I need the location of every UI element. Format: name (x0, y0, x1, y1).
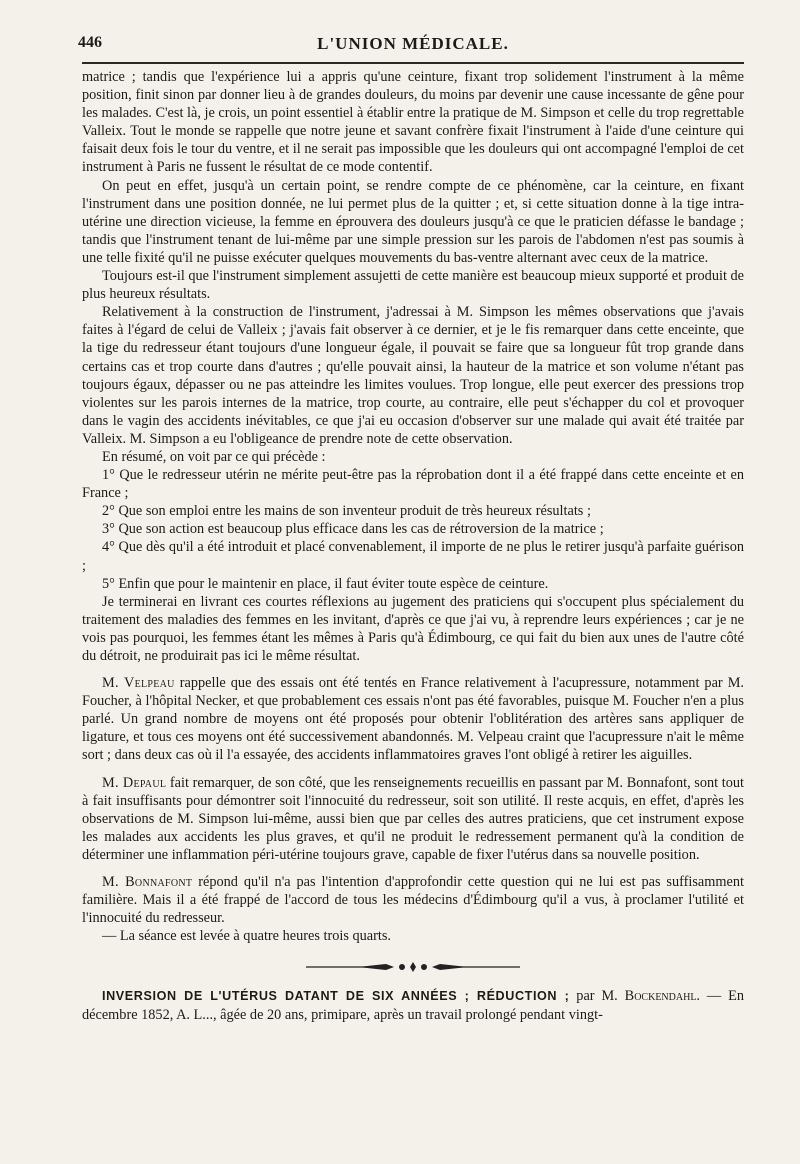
list-item: 2° Que son emploi entre les mains de son inventeur produit de très heureux résultats ; (102, 503, 591, 520)
running-title: L'UNION MÉDICALE. (317, 34, 509, 53)
list-item: 4° Que dès qu'il a été introduit et placé convenablement, il importe de ne plus le retirer jusqu'à parfaite guérison ; (82, 539, 744, 574)
ornament-divider-icon (298, 957, 528, 977)
next-article (82, 987, 744, 1023)
speaker-paragraph-bonnafont (82, 873, 744, 927)
next-article-paragraph (82, 987, 744, 1023)
body-text (82, 68, 744, 945)
page-number: 446 (78, 34, 102, 51)
speaker-paragraph-depaul (82, 774, 744, 864)
list-item: 3° Que son action est beaucoup plus efficace dans les cas de rétroversion de la matrice ; (102, 521, 604, 538)
paragraph: En résumé, on voit par ce qui précède : (102, 448, 326, 465)
page-header (78, 32, 744, 64)
speaker-text: rappelle que des essais ont été tentés en France relativement à l'acupressure, notamment par M. Foucher, à l'hôpital Necker, et que probablement ces essais n'ont pas été favorables, puisque M. Foucher n'en a plus parlé. Un grand nombre de moyens ont été proposés pour obtenir l'oblitération des artères sans appliquer de ligature, et tous ces moyens ont été successivement abandonnés. M. Velpeau craint que l'acupressure n'ait le même sort ; dans deux cas où il l'a essayée, des accidents inflammatoires graves l'ont obligé à retirer les aiguilles. (82, 675, 744, 764)
paragraph: On peut en effet, jusqu'à un certain point, se rendre compte de ce phénomène, car la ceinture, en fixant l'instrument dans une position donnée, ne lui permet plus de la quitter ; et, si cette situation donne à la tige intra-utérine une direction vicieuse, la femme en éprouvera des douleurs jusqu'à ce que le praticien défasse le bandage ; tandis que l'instrument tenant de lui-même par une simple pression sur les parois de l'abdomen n'est pas soumis à une telle fixité qu'il ne puisse exécuter quelques mouvements du bas-ventre alternant avec ceux de la matrice. (82, 177, 744, 266)
speaker-text: fait remarquer, de son côté, que les renseignements recueillis en passant par M. Bonnafont, sont tout à fait insuffisants pour démontrer soit l'innocuité du redresseur, soit son utilité. Il reste acquis, en effet, d'après les observations de M. Simpson lui-même, aussi bien que par celles des autres praticiens, que cet instrument expose les malades aux accidents les plus graves, et qu'il ne produit le redressement permanent qu'à la condition de déterminer une inflammation péri-utérine toujours grave, capable de fixer l'utérus dans sa nouvelle position. (82, 774, 744, 863)
article-byline: par M. (569, 988, 625, 1005)
paragraph: Toujours est-il que l'instrument simplement assujetti de cette manière est beaucoup mieux supporté et produit de plus heureux résultats. (82, 268, 744, 303)
article-text: — En décembre 1852, A. L..., âgée de 20 ans, primipare, après un travail prolongé pendant vingt- (82, 988, 745, 1023)
list-item: 5° Enfin que pour le maintenir en place, il faut éviter toute espèce de ceinture. (102, 575, 549, 592)
article-title: INVERSION DE L'UTÉRUS DATANT DE SIX ANNÉES ; RÉDUCTION ; (102, 989, 570, 1004)
article-author: Bockendahl. (624, 988, 700, 1005)
paragraph: matrice ; tandis que l'expérience lui a appris qu'une ceinture, fixant trop solidement l'instrument à la même position, finit sinon par donner lieu à de grandes douleurs, du moins par devenir une cause incessante de gêne pour les malades. C'est là, je crois, un point essentiel à établir entre la pratique de M. Simpson et celle du trop regrettable Valleix. Tout le monde se rappelle que notre jeune et savant confrère fixait l'instrument à l'aide d'une ceinture qui faisait deux fois le tour du ventre, et il ne serait pas impossible que les douleurs qui ont accompagné l'emploi de cet instrument à Paris ne fussent le résultat de ce mode contentif. (82, 69, 745, 176)
closing-line: — La séance est levée à quatre heures trois quarts. (102, 928, 391, 945)
speaker-text: répond qu'il n'a pas l'intention d'approfondir cette question qui ne lui est pas suffisamment familière. Mais il a été frappé de l'accord de tous les médecins d'Édimbourg qu'il a vus, à proclamer l'utilité et l'innocuité du redresseur. (82, 874, 744, 927)
list-item: 1° Que le redresseur utérin ne mérite peut-être pas la réprobation dont il a été frappé dans cette enceinte et en France ; (82, 467, 744, 502)
speaker-name: M. Velpeau (102, 675, 175, 692)
paragraph: Relativement à la construction de l'instrument, j'adressai à M. Simpson les mêmes observations que j'avais faites à l'égard de celui de Valleix ; j'avais fait observer à ce dernier, et je le fis remarquer dans cette enceinte, que la tige du redresseur étant toujours d'une longueur égale, il pouvait se faire que sa longueur fût trop grande dans certains cas et trop courte dans d'autres ; qu'elle pouvait ainsi, la hauteur de la matrice et son volume n'étant pas toujours égaux, dépasser ou ne pas atteindre les limites voulues. Trop longue, elle peut exercer des pressions trop violentes sur les parois internes de la matrice, trop courte, au contraire, elle peut s'échapper du col et provoquer dans le vagin des accidents inévitables, ce que j'ai eu occasion d'observer sur une malade qui avait été traitée par Valleix. M. Simpson a eu l'obligeance de prendre note de cette observation. (82, 304, 744, 447)
speaker-name: M. Bonnafont (102, 874, 193, 891)
speaker-paragraph-velpeau (82, 674, 744, 764)
paragraph: Je terminerai en livrant ces courtes réflexions au jugement des praticiens qui s'occupent plus spécialement du traitement des maladies des femmes en les invitant, d'après ce que j'ai vu, à reprendre leurs expériences ; car je ne vois pas pourquoi, les femmes étant les mêmes à Paris qu'à Édimbourg, ce qui fait du bien aux unes de l'autre côté du détroit, ne produirait pas ici le même résultat. (82, 593, 744, 664)
speaker-name: M. Depaul (102, 774, 167, 791)
